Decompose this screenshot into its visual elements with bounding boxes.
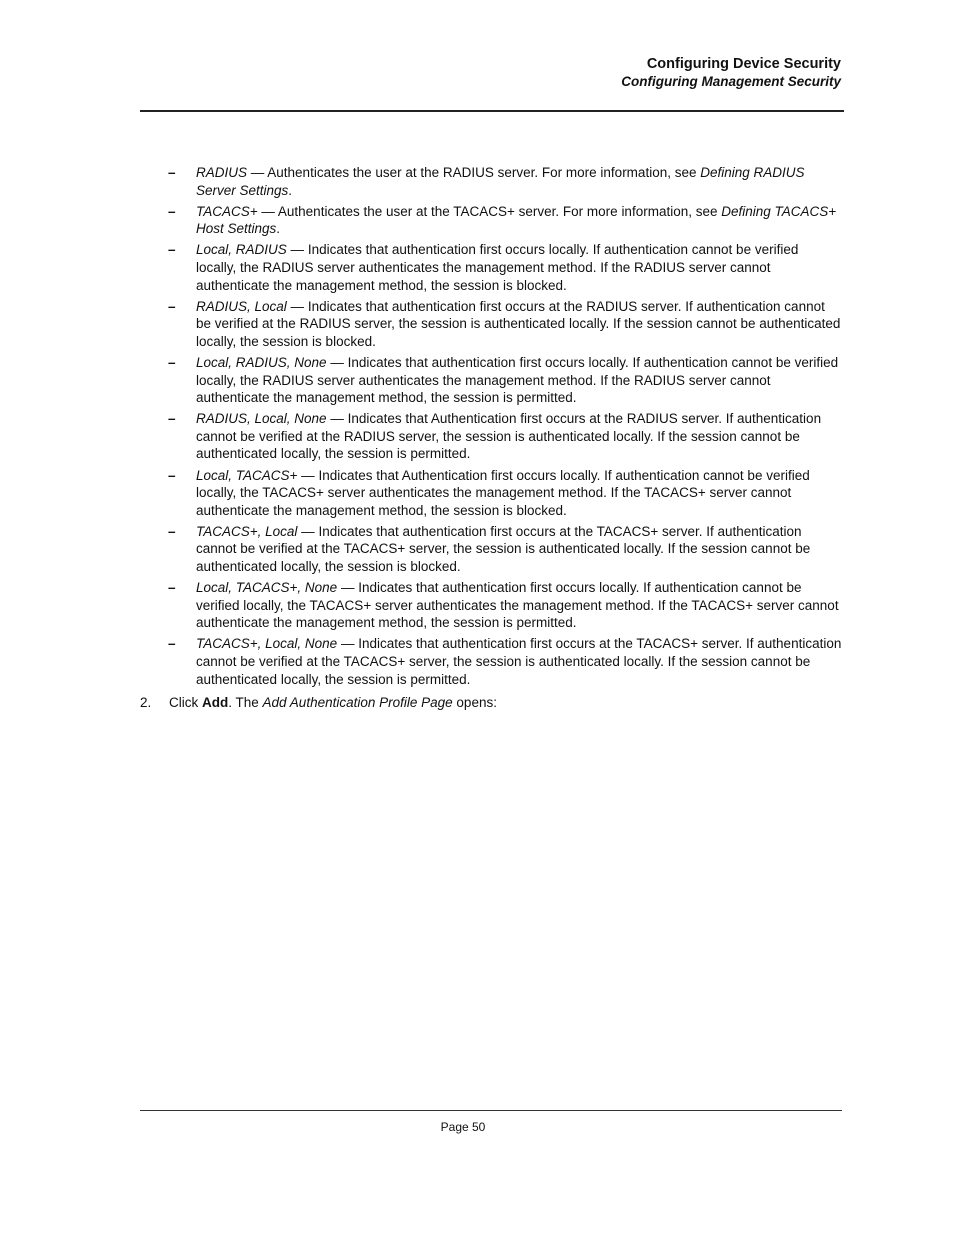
dash-bullet: –: [168, 165, 176, 180]
method-name: TACACS+: [196, 203, 258, 219]
method-name: RADIUS, Local, None: [196, 411, 327, 427]
dash-bullet: –: [168, 580, 176, 596]
list-item: – Local, RADIUS — Indicates that authentication first occurs locally. If authentication cannot be verified locally, the RADIUS server authenticates the management method. If the RADIUS server cannot authenticate the management method, the session is blocked.: [168, 242, 799, 293]
method-description: Indicates that authentication first occurs at the TACACS+ server. If authentication cannot be verified at the TACACS+ server, the session is authenticated locally. If the session cannot be authenticated locally, the session is blocked.: [196, 523, 811, 574]
page-reference: Add Authentication Profile Page: [262, 695, 453, 711]
list-item: – RADIUS — Authenticates the user at the RADIUS server. For more information, see Defining RADIUS Server Settings.: [168, 165, 805, 198]
step-2: 2. Click Add. The Add Authentication Profile Page opens:: [140, 695, 497, 711]
list-item: – TACACS+, Local, None — Indicates that authentication first occurs at the TACACS+ server. If authentication cannot be verified at the TACACS+ server, the session is authenticated locally. If the session cannot be authenticated locally, the session is permitted.: [168, 636, 842, 687]
method-name: RADIUS: [196, 165, 248, 180]
method-name: Local, RADIUS, None: [196, 354, 327, 370]
list-item: – Local, RADIUS, None — Indicates that authentication first occurs locally. If authentication cannot be verified locally, the RADIUS server authenticates the management method. If the RADIUS server cannot authenticate the management method, the session is permitted.: [168, 354, 839, 406]
method-description: Indicates that authentication first occurs at the TACACS+ server. If authentication cannot be verified at the TACACS+ server, the session is authenticated locally. If the session cannot be authenticated locally, the session is permitted.: [196, 636, 842, 687]
method-description: Indicates that Authentication first occurs at the RADIUS server. If authentication cannot be verified at the RADIUS server, the session is authenticated locally. If the session cannot be authenticated locally, the session is permitted.: [196, 411, 822, 462]
add-keyword: Add: [202, 695, 229, 711]
method-description: Authenticates the user at the TACACS+ server. For more information, see: [277, 203, 722, 219]
dash-bullet: –: [168, 636, 176, 652]
header-subtitle: Configuring Management Security: [621, 74, 841, 89]
method-description: Indicates that authentication first occurs at the RADIUS server. If authentication cannot be verified at the RADIUS server, the session is authenticated locally. If the session cannot be authenticated locally, the session is blocked.: [196, 298, 841, 349]
method-name: TACACS+, Local: [196, 523, 298, 539]
dash-bullet: –: [168, 523, 176, 539]
method-description: Authenticates the user at the RADIUS server. For more information, see: [267, 165, 701, 180]
header-title: Configuring Device Security: [646, 56, 841, 72]
cross-reference: Defining TACACS+ Host Settings: [196, 203, 837, 237]
method-name: Local, TACACS+: [196, 467, 298, 483]
method-name: RADIUS, Local: [196, 298, 287, 314]
list-item: – TACACS+ — Authenticates the user at the TACACS+ server. For more information, see Defining TACACS+ Host Settings.: [168, 203, 837, 237]
list-item: – TACACS+, Local — Indicates that authentication first occurs at the TACACS+ server. If authentication cannot be verified at the TACACS+ server, the session is authenticated locally. If the session cannot be authenticated locally, the session is blocked.: [168, 523, 811, 574]
cross-reference: Defining RADIUS Server Settings: [196, 165, 805, 198]
running-header: [621, 55, 841, 91]
dash-bullet: –: [168, 242, 176, 258]
footer-rule: [140, 1110, 842, 1111]
dash-bullet: –: [168, 411, 176, 427]
method-name: TACACS+, Local, None: [196, 636, 338, 652]
page-number: Page 50: [440, 1120, 486, 1134]
list-item: – RADIUS, Local, None — Indicates that Authentication first occurs at the RADIUS server. If authentication cannot be verified at the RADIUS server, the session is authenticated locally. If the session cannot be authenticated locally, the session is permitted.: [168, 411, 822, 462]
list-item: – RADIUS, Local — Indicates that authentication first occurs at the RADIUS server. If authentication cannot be verified at the RADIUS server, the session is authenticated locally. If the session cannot be authenticated locally, the session is blocked.: [168, 298, 841, 349]
method-description: Indicates that authentication first occurs locally. If authentication cannot be verified locally, the RADIUS server authenticates the management method. If the RADIUS server cannot authenticate the management method, the session is permitted.: [196, 354, 839, 406]
header-rule: [140, 110, 844, 112]
method-name: Local, TACACS+, None: [196, 580, 338, 596]
method-description: Indicates that Authentication first occurs locally. If authentication cannot be verified locally, the TACACS+ server authenticates the management method. If the TACACS+ server cannot authenticate the management method, the session is blocked.: [196, 467, 810, 518]
authentication-method-list: [140, 164, 842, 688]
dash-bullet: –: [168, 354, 176, 370]
step-number: 2.: [140, 695, 152, 711]
method-description: Indicates that authentication first occurs locally. If authentication cannot be verified locally, the TACACS+ server authenticates the management method. If the TACACS+ server cannot authenticate the management method, the session is permitted.: [196, 580, 839, 631]
list-item: – Local, TACACS+ — Indicates that Authentication first occurs locally. If authentication cannot be verified locally, the TACACS+ server authenticates the management method. If the TACACS+ server cannot authenticate the management method, the session is blocked.: [168, 467, 810, 518]
dash-bullet: –: [168, 298, 176, 314]
page-content: [140, 164, 842, 712]
method-description: Indicates that authentication first occurs locally. If authentication cannot be verified locally, the RADIUS server authenticates the management method. If the RADIUS server cannot authenticate the management method, the session is blocked.: [196, 242, 799, 293]
list-item: – Local, TACACS+, None — Indicates that authentication first occurs locally. If authentication cannot be verified locally, the TACACS+ server authenticates the management method. If the TACACS+ server cannot authenticate the management method, the session is permitted.: [168, 580, 839, 631]
dash-bullet: –: [168, 203, 176, 219]
method-name: Local, RADIUS: [196, 242, 287, 258]
dash-bullet: –: [168, 467, 176, 483]
